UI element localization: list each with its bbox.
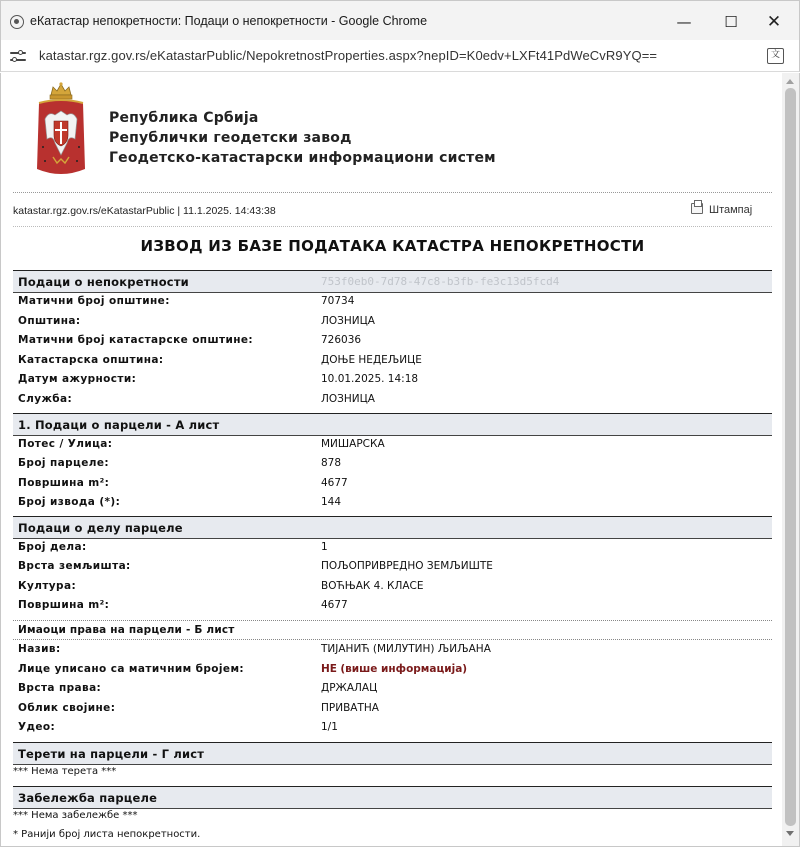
printer-icon	[691, 203, 703, 214]
scrollbar-thumb[interactable]	[785, 88, 796, 826]
row-label: Удео:	[18, 721, 56, 733]
table-row	[13, 538, 772, 558]
row-label: Број извода (*):	[18, 496, 121, 508]
section-notes-header	[13, 786, 772, 809]
row-label: Потес / Улица:	[18, 438, 113, 450]
divider	[13, 226, 772, 227]
row-label: Површина m²:	[18, 477, 110, 489]
row-label: Служба:	[18, 393, 73, 405]
row-label: Назив:	[18, 643, 61, 655]
table-row	[13, 660, 772, 680]
section-title: Терети на парцели - Г лист	[18, 747, 205, 761]
table-row	[13, 679, 772, 699]
table-row	[13, 699, 772, 719]
table-row	[13, 474, 772, 494]
close-button[interactable]: ✕	[766, 12, 782, 32]
footnote: * Ранији број листа непокретности.	[13, 829, 201, 840]
section-title: Подаци о делу парцеле	[18, 521, 183, 535]
row-value: ТИЈАНИЋ (МИЛУТИН) ЉИЉАНА	[321, 643, 491, 655]
row-value: 726036	[321, 334, 362, 346]
row-label: Површина m²:	[18, 599, 110, 611]
row-value: ДРЖАЛАЦ	[321, 682, 378, 694]
org-name-system: Геодетско-катастарски информациони систем	[109, 150, 496, 166]
row-value: ДОЊЕ НЕДЕЉИЦЕ	[321, 354, 422, 366]
row-value: ВОЋЊАК 4. КЛАСЕ	[321, 580, 424, 592]
org-name-institute: Републички геодетски завод	[109, 130, 352, 146]
table-row	[13, 718, 772, 738]
row-label: Матични број катастарске општине:	[18, 334, 254, 346]
table-row	[13, 312, 772, 332]
section-parcel-header	[13, 413, 772, 436]
table-row	[13, 454, 772, 474]
row-value: МИШАРСКА	[321, 438, 385, 450]
row-value: 10.01.2025. 14:18	[321, 373, 419, 385]
page-viewport	[0, 73, 800, 847]
row-value: 878	[321, 457, 342, 469]
window-titlebar	[0, 0, 800, 40]
row-value: ПОЉОПРИВРЕДНО ЗЕМЉИШТЕ	[321, 560, 493, 572]
row-label: Врста земљишта:	[18, 560, 131, 572]
section-burdens-header	[13, 742, 772, 765]
row-value: 1	[321, 541, 328, 553]
maximize-button[interactable]: ☐	[724, 13, 738, 31]
window-title: eКатастар непокретности: Подаци о непокретности - Google Chrome	[30, 14, 428, 28]
no-burdens-text: *** Нема терета ***	[13, 766, 117, 777]
minimize-button[interactable]: —	[676, 13, 692, 31]
url-field[interactable]: katastar.rgz.gov.rs/eKatastarPublic/NepokretnostProperties.aspx?nepID=K0edv+LXFt41PdWeCvR9YQ==	[39, 48, 658, 63]
section-title: Подаци о непокретности	[18, 275, 189, 289]
row-label: Број парцеле:	[18, 457, 109, 469]
section-parcel-part-header	[13, 516, 772, 539]
section-title: 1. Подаци о парцели - А лист	[18, 418, 220, 432]
table-row	[13, 577, 772, 597]
table-row	[13, 390, 772, 410]
scroll-down-arrow-icon[interactable]	[786, 831, 794, 836]
more-info-link[interactable]: (више информација)	[340, 663, 468, 675]
source-and-timestamp: katastar.rgz.gov.rs/eKatastarPublic | 11.1.2025. 14:43:38	[13, 205, 276, 217]
scroll-up-arrow-icon[interactable]	[786, 79, 794, 84]
row-label: Облик својине:	[18, 702, 116, 714]
address-bar	[0, 40, 800, 72]
table-row	[13, 292, 772, 312]
row-label: Општина:	[18, 315, 81, 327]
vertical-scrollbar[interactable]	[782, 73, 799, 846]
print-label: Штампај	[709, 204, 753, 216]
row-value: 4677	[321, 599, 348, 611]
row-value: 1/1	[321, 721, 338, 733]
row-value	[321, 663, 467, 675]
divider	[13, 192, 772, 193]
chrome-icon	[10, 15, 24, 29]
table-row	[13, 640, 772, 660]
row-label: Број дела:	[18, 541, 87, 553]
translate-icon[interactable]: 文	[767, 48, 784, 64]
document-title: ИЗВОД ИЗ БАЗЕ ПОДАТАКА КАТАСТРА НЕПОКРЕТНОСТИ	[140, 237, 645, 255]
row-label: Култура:	[18, 580, 77, 592]
print-button[interactable]	[691, 203, 752, 216]
row-label: Врста права:	[18, 682, 102, 694]
table-row	[13, 435, 772, 455]
row-value: 70734	[321, 295, 355, 307]
row-label: Лице уписано са матичним бројем:	[18, 663, 245, 675]
row-value: ЛОЗНИЦА	[321, 393, 375, 405]
no-notes-text: *** Нема забележбе ***	[13, 810, 138, 821]
row-label: Датум ажурности:	[18, 373, 137, 385]
row-label: Катастарска општина:	[18, 354, 164, 366]
table-row	[13, 370, 772, 390]
site-info-icon[interactable]	[10, 49, 26, 63]
section-title: Имаоци права на парцели - Б лист	[18, 624, 235, 636]
org-name-republic: Република Србија	[109, 110, 259, 126]
table-row	[13, 351, 772, 371]
row-value: 4677	[321, 477, 348, 489]
row-value: 144	[321, 496, 342, 508]
table-row	[13, 557, 772, 577]
property-id: 753f0eb0-7d78-47c8-b3fb-fe3c13d5fcd4	[321, 275, 560, 288]
row-value: ЛОЗНИЦА	[321, 315, 375, 327]
table-row	[13, 331, 772, 351]
row-value: ПРИВАТНА	[321, 702, 379, 714]
section-title: Забележба парцеле	[18, 791, 158, 805]
registered-status: НЕ	[321, 663, 337, 675]
serbia-coat-of-arms-logo	[31, 81, 91, 185]
table-row	[13, 493, 772, 513]
row-label: Матични број општине:	[18, 295, 170, 307]
section-property-header	[13, 270, 772, 293]
section-owners-header	[13, 620, 772, 640]
table-row	[13, 596, 772, 616]
